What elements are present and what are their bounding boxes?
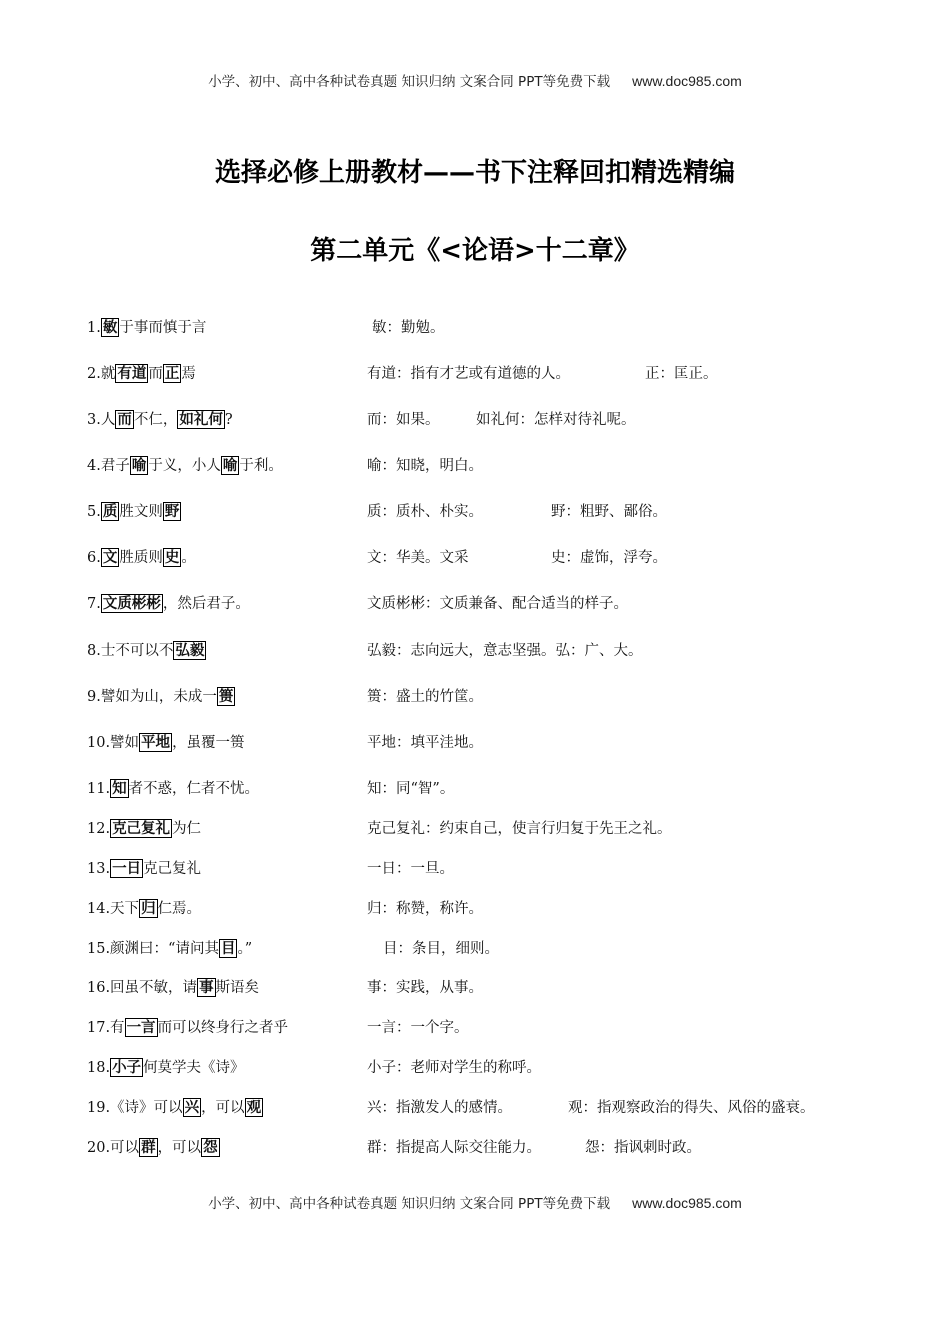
sentence-text: 16.回虽不敏，请 <box>87 980 198 996</box>
sentence-text: 1. <box>87 320 101 336</box>
source-sentence <box>87 937 252 961</box>
annotation-text: 有道：指有才艺或有道德的人。 <box>367 366 570 382</box>
annotated-word: 正 <box>164 365 180 382</box>
sentence-text: 。” <box>237 941 253 957</box>
annotation-row <box>0 1016 950 1040</box>
annotation-text: 一日：一旦。 <box>367 861 454 877</box>
sentence-text: 于利。 <box>239 458 283 474</box>
annotation-text: 克己复礼：约束自己，使言行归复于先王之礼。 <box>367 821 672 837</box>
annotated-word: 史 <box>164 549 180 566</box>
sentence-text: 而 <box>148 366 163 382</box>
annotated-word: 知 <box>112 780 127 797</box>
sentence-text: 7. <box>87 596 101 612</box>
sentence-text: ? <box>224 412 233 428</box>
page-header <box>0 70 950 90</box>
source-sentence <box>87 777 259 801</box>
source-sentence <box>87 731 245 755</box>
annotated-word: 怨 <box>203 1139 218 1156</box>
annotation-row <box>0 1056 950 1080</box>
annotation-row <box>0 592 950 616</box>
sentence-text: 。 <box>181 550 196 566</box>
annotation-row <box>0 685 950 709</box>
source-sentence <box>87 454 283 478</box>
annotation-row <box>0 817 950 841</box>
sentence-text: 胜质则 <box>119 550 163 566</box>
annotated-word: 篑 <box>218 688 234 705</box>
annotation-text-secondary: 野：粗野、鄙俗。 <box>551 504 667 520</box>
sentence-text: 于事而慎于言 <box>119 320 207 336</box>
annotation-row <box>0 1096 950 1120</box>
sentence-text: 2.就 <box>87 366 116 382</box>
sentence-text: 于义，小人 <box>148 458 221 474</box>
annotated-word: 事 <box>199 979 214 996</box>
sentence-text: 10.譬如 <box>87 735 140 751</box>
sentence-text: 4.君子 <box>87 458 130 474</box>
annotation-text: 兴：指激发人的感情。 <box>367 1100 512 1116</box>
annotation-text: 弘毅：志向远大，意志坚强。弘：广、大。 <box>367 643 643 659</box>
annotation-row <box>0 316 950 340</box>
source-sentence <box>87 897 201 921</box>
sentence-text: 11. <box>87 781 111 797</box>
source-sentence <box>87 685 235 709</box>
sentence-text: 17.有 <box>87 1020 125 1036</box>
annotated-word: 观 <box>246 1099 262 1116</box>
source-sentence <box>87 1016 288 1040</box>
footer-url: www.doc985.com <box>632 1195 742 1211</box>
page-footer <box>0 1192 950 1212</box>
annotated-word: 平地 <box>141 734 171 751</box>
annotation-row <box>0 454 950 478</box>
sentence-text: 13. <box>87 861 111 877</box>
sentence-text: 何莫学夫《诗》 <box>143 1060 245 1076</box>
annotated-word: 目 <box>220 940 236 957</box>
source-sentence <box>87 316 206 340</box>
annotated-word: 敏 <box>102 319 118 336</box>
source-sentence <box>87 857 201 881</box>
annotated-word: 弘毅 <box>175 642 205 659</box>
annotated-word: 一日 <box>112 860 142 877</box>
annotation-text: 喻：知晓，明白。 <box>367 458 483 474</box>
sentence-text: 12. <box>87 821 111 837</box>
annotation-text: 群：指提高人际交往能力。 <box>367 1140 541 1156</box>
annotation-text: 篑：盛土的竹筐。 <box>367 689 483 705</box>
annotation-text: 平地：填平洼地。 <box>367 735 483 751</box>
annotation-row <box>0 1136 950 1160</box>
sentence-text: 18. <box>87 1060 111 1076</box>
annotation-text-secondary: 如礼何：怎样对待礼呢。 <box>476 412 636 428</box>
sentence-text: 胜文则 <box>119 504 163 520</box>
sentence-text: ，可以 <box>157 1140 202 1156</box>
sentence-text: 3.人 <box>87 412 116 428</box>
source-sentence <box>87 1096 263 1120</box>
source-sentence <box>87 500 181 524</box>
sentence-text: 15.颜渊曰：“请问其 <box>87 941 219 957</box>
annotated-word: 文质彬彬 <box>102 595 161 612</box>
footer-text: 小学、初中、高中各种试卷真题 知识归纳 文案合同 PPT等免费下载 <box>208 1196 611 1212</box>
annotation-text: 事：实践，从事。 <box>367 980 483 996</box>
sentence-text: 6. <box>87 550 101 566</box>
annotation-row <box>0 897 950 921</box>
sentence-text: 8.士不可以不 <box>87 643 174 659</box>
annotation-text-secondary: 怨：指讽刺时政。 <box>585 1140 701 1156</box>
source-sentence <box>87 546 196 570</box>
annotation-row <box>0 500 950 524</box>
annotation-text-secondary: 史：虚饰，浮夸。 <box>551 550 667 566</box>
annotated-word: 兴 <box>184 1099 200 1116</box>
annotated-word: 而 <box>117 411 132 428</box>
annotation-text-secondary: 观：指观察政治的得失、风俗的盛衰。 <box>568 1100 815 1116</box>
source-sentence <box>87 1056 245 1080</box>
annotation-text: 而：如果。 <box>367 412 440 428</box>
sentence-text: 者不惑，仁者不忧。 <box>128 781 260 797</box>
annotated-word: 喻 <box>222 457 238 474</box>
sentence-text: 9.譬如为山，未成一 <box>87 689 217 705</box>
source-sentence <box>87 639 206 663</box>
annotation-text: 质：质朴、朴实。 <box>367 504 483 520</box>
annotated-word: 质 <box>102 503 118 520</box>
sentence-text: 焉 <box>181 366 196 382</box>
sentence-text: 14.天下 <box>87 901 140 917</box>
annotation-text: 知：同“智”。 <box>367 781 455 797</box>
annotation-text: 文质彬彬：文质兼备、配合适当的样子。 <box>367 596 628 612</box>
annotation-text: 敏：勤勉。 <box>372 320 445 336</box>
sentence-text: 不仁， <box>133 412 178 428</box>
sentence-text: ，可以 <box>201 1100 245 1116</box>
source-sentence <box>87 976 259 1000</box>
source-sentence <box>87 408 233 432</box>
annotated-word: 克己复礼 <box>112 820 171 837</box>
document-subtitle: 第二单元《<论语>十二章》 <box>310 236 640 266</box>
annotated-word: 文 <box>102 549 118 566</box>
annotation-text-secondary: 正：匡正。 <box>645 366 718 382</box>
annotation-row <box>0 546 950 570</box>
sentence-text: 19.《诗》可以 <box>87 1100 183 1116</box>
annotation-row <box>0 777 950 801</box>
annotation-row <box>0 976 950 1000</box>
sentence-text: 5. <box>87 504 101 520</box>
annotation-row <box>0 937 950 961</box>
annotation-text: 小子：老师对学生的称呼。 <box>367 1060 541 1076</box>
sentence-text: 仁焉。 <box>157 901 202 917</box>
sentence-text: 而可以终身行之者乎 <box>157 1020 289 1036</box>
source-sentence <box>87 362 196 386</box>
sentence-text: 斯语矣 <box>215 980 260 996</box>
annotation-row <box>0 857 950 881</box>
annotated-word: 野 <box>164 503 180 520</box>
source-sentence <box>87 1136 220 1160</box>
annotated-word: 有道 <box>117 365 147 382</box>
header-text: 小学、初中、高中各种试卷真题 知识归纳 文案合同 PPT等免费下载 <box>208 74 611 90</box>
source-sentence <box>87 817 201 841</box>
sentence-text: 克己复礼 <box>143 861 202 877</box>
annotated-word: 如礼何 <box>179 411 223 428</box>
annotated-word: 小子 <box>112 1059 142 1076</box>
sentence-text: ，然后君子。 <box>162 596 250 612</box>
document-title: 选择必修上册教材——书下注释回扣精选精编 <box>214 158 735 188</box>
annotated-word: 群 <box>141 1139 156 1156</box>
annotation-text: 归：称赞，称许。 <box>367 901 483 917</box>
annotated-word: 喻 <box>131 457 147 474</box>
sentence-text: 20.可以 <box>87 1140 140 1156</box>
source-sentence <box>87 592 250 616</box>
annotation-row <box>0 731 950 755</box>
sentence-text: 为仁 <box>172 821 202 837</box>
header-url: www.doc985.com <box>632 73 742 89</box>
annotation-text: 一言：一个字。 <box>367 1020 469 1036</box>
sentence-text: ，虽覆一篑 <box>172 735 245 751</box>
annotated-word: 归 <box>141 900 156 917</box>
annotation-row <box>0 362 950 386</box>
annotated-word: 一言 <box>126 1019 156 1036</box>
annotation-text: 文：华美。文采 <box>367 550 469 566</box>
annotation-text: 目：条目，细则。 <box>383 941 499 957</box>
annotation-row <box>0 639 950 663</box>
annotation-row <box>0 408 950 432</box>
